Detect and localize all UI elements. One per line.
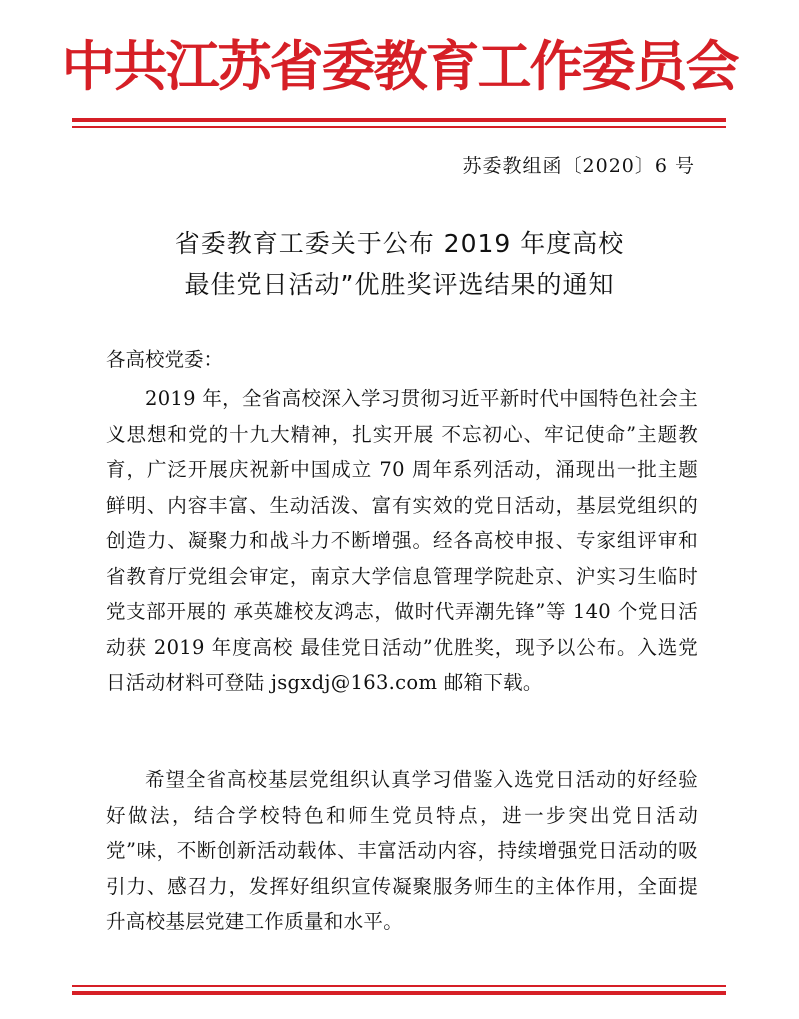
body-paragraph-2: 希望全省高校基层党组织认真学习借鉴入选党日活动的好经验好做法，结合学校特色和师生党员特点，进一步突出党日活动 党”味，不断创新活动载体、丰富活动内容，持续增强党日活动的吸引力、感召力，发挥好组织宣传凝聚服务师生的主体作用，全面提升高校基层党建工作质量和水平。 — [106, 768, 698, 933]
header-rule-thin — [72, 126, 726, 128]
notice-title-line-2: 最佳党日活动”优胜奖评选结果的通知 — [184, 270, 615, 299]
document-number: 苏委教组函〔2020〕6 号 — [462, 155, 695, 177]
salutation: 各高校党委： — [106, 348, 224, 371]
body-paragraph-1: 2019 年，全省高校深入学习贯彻习近平新时代中国特色社会主义思想和党的十九大精神，扎实开展 不忘初心、牢记使命”主题教育，广泛开展庆祝新中国成立 70 周年系列活动，涌现出一批主题鲜明、内容丰富、生动活泼、富有实效的党日活动，基层党组织的创造力、凝聚力和战斗力不断增强。经各高校申报、专家组评审和省教育厅党组会审定，南京大学信息管理学院赴京、沪实习生临时党支部开展的 承英雄校友鸿志，做时代弄潮先锋”等 140 个党日活动获 2019 年度高校 最佳党日活动”优胜奖，现予以公布。入选党日活动材料可登陆 jsgxdj@163.com 邮箱下载。 — [106, 387, 698, 694]
letterhead-title: 中共江苏省委教育工作委员会 — [61, 34, 738, 98]
header-rule-thick — [72, 118, 726, 122]
notice-title-line-1: 省委教育工委关于公布 2019 年度高校 — [174, 229, 625, 258]
footer-rule-thin — [72, 985, 726, 987]
footer-rule-thick — [72, 991, 726, 995]
